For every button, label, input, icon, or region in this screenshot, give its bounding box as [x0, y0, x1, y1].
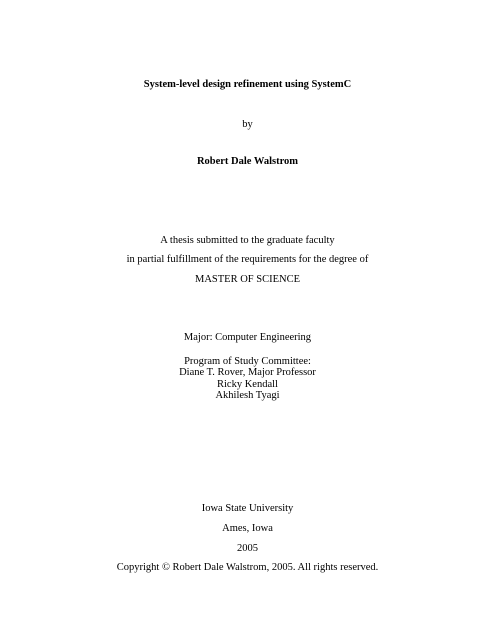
copyright-notice: Copyright © Robert Dale Walstrom, 2005. All rights reserved. [116, 562, 379, 573]
thesis-title: System-level design refinement using SystemC [143, 79, 352, 90]
committee-list [0, 367, 495, 402]
major-field: Major: Computer Engineering [183, 332, 312, 343]
committee-member: Akhilesh Tyagi [215, 390, 280, 401]
submission-statement-line-2: in partial fulfillment of the requirements for the degree of [126, 254, 369, 265]
committee-heading: Program of Study Committee: [184, 356, 311, 367]
author-name: Robert Dale Walstrom [196, 156, 299, 167]
submission-statement-line-1: A thesis submitted to the graduate faculty [160, 235, 335, 246]
by-label: by [242, 119, 253, 130]
university-name: Iowa State University [201, 503, 294, 514]
degree-name: MASTER OF SCIENCE [194, 274, 300, 285]
committee-member: Diane T. Rover, Major Professor [179, 367, 316, 378]
university-location: Ames, Iowa [222, 523, 273, 534]
submission-year: 2005 [237, 543, 258, 554]
committee-member: Ricky Kendall [217, 378, 278, 390]
